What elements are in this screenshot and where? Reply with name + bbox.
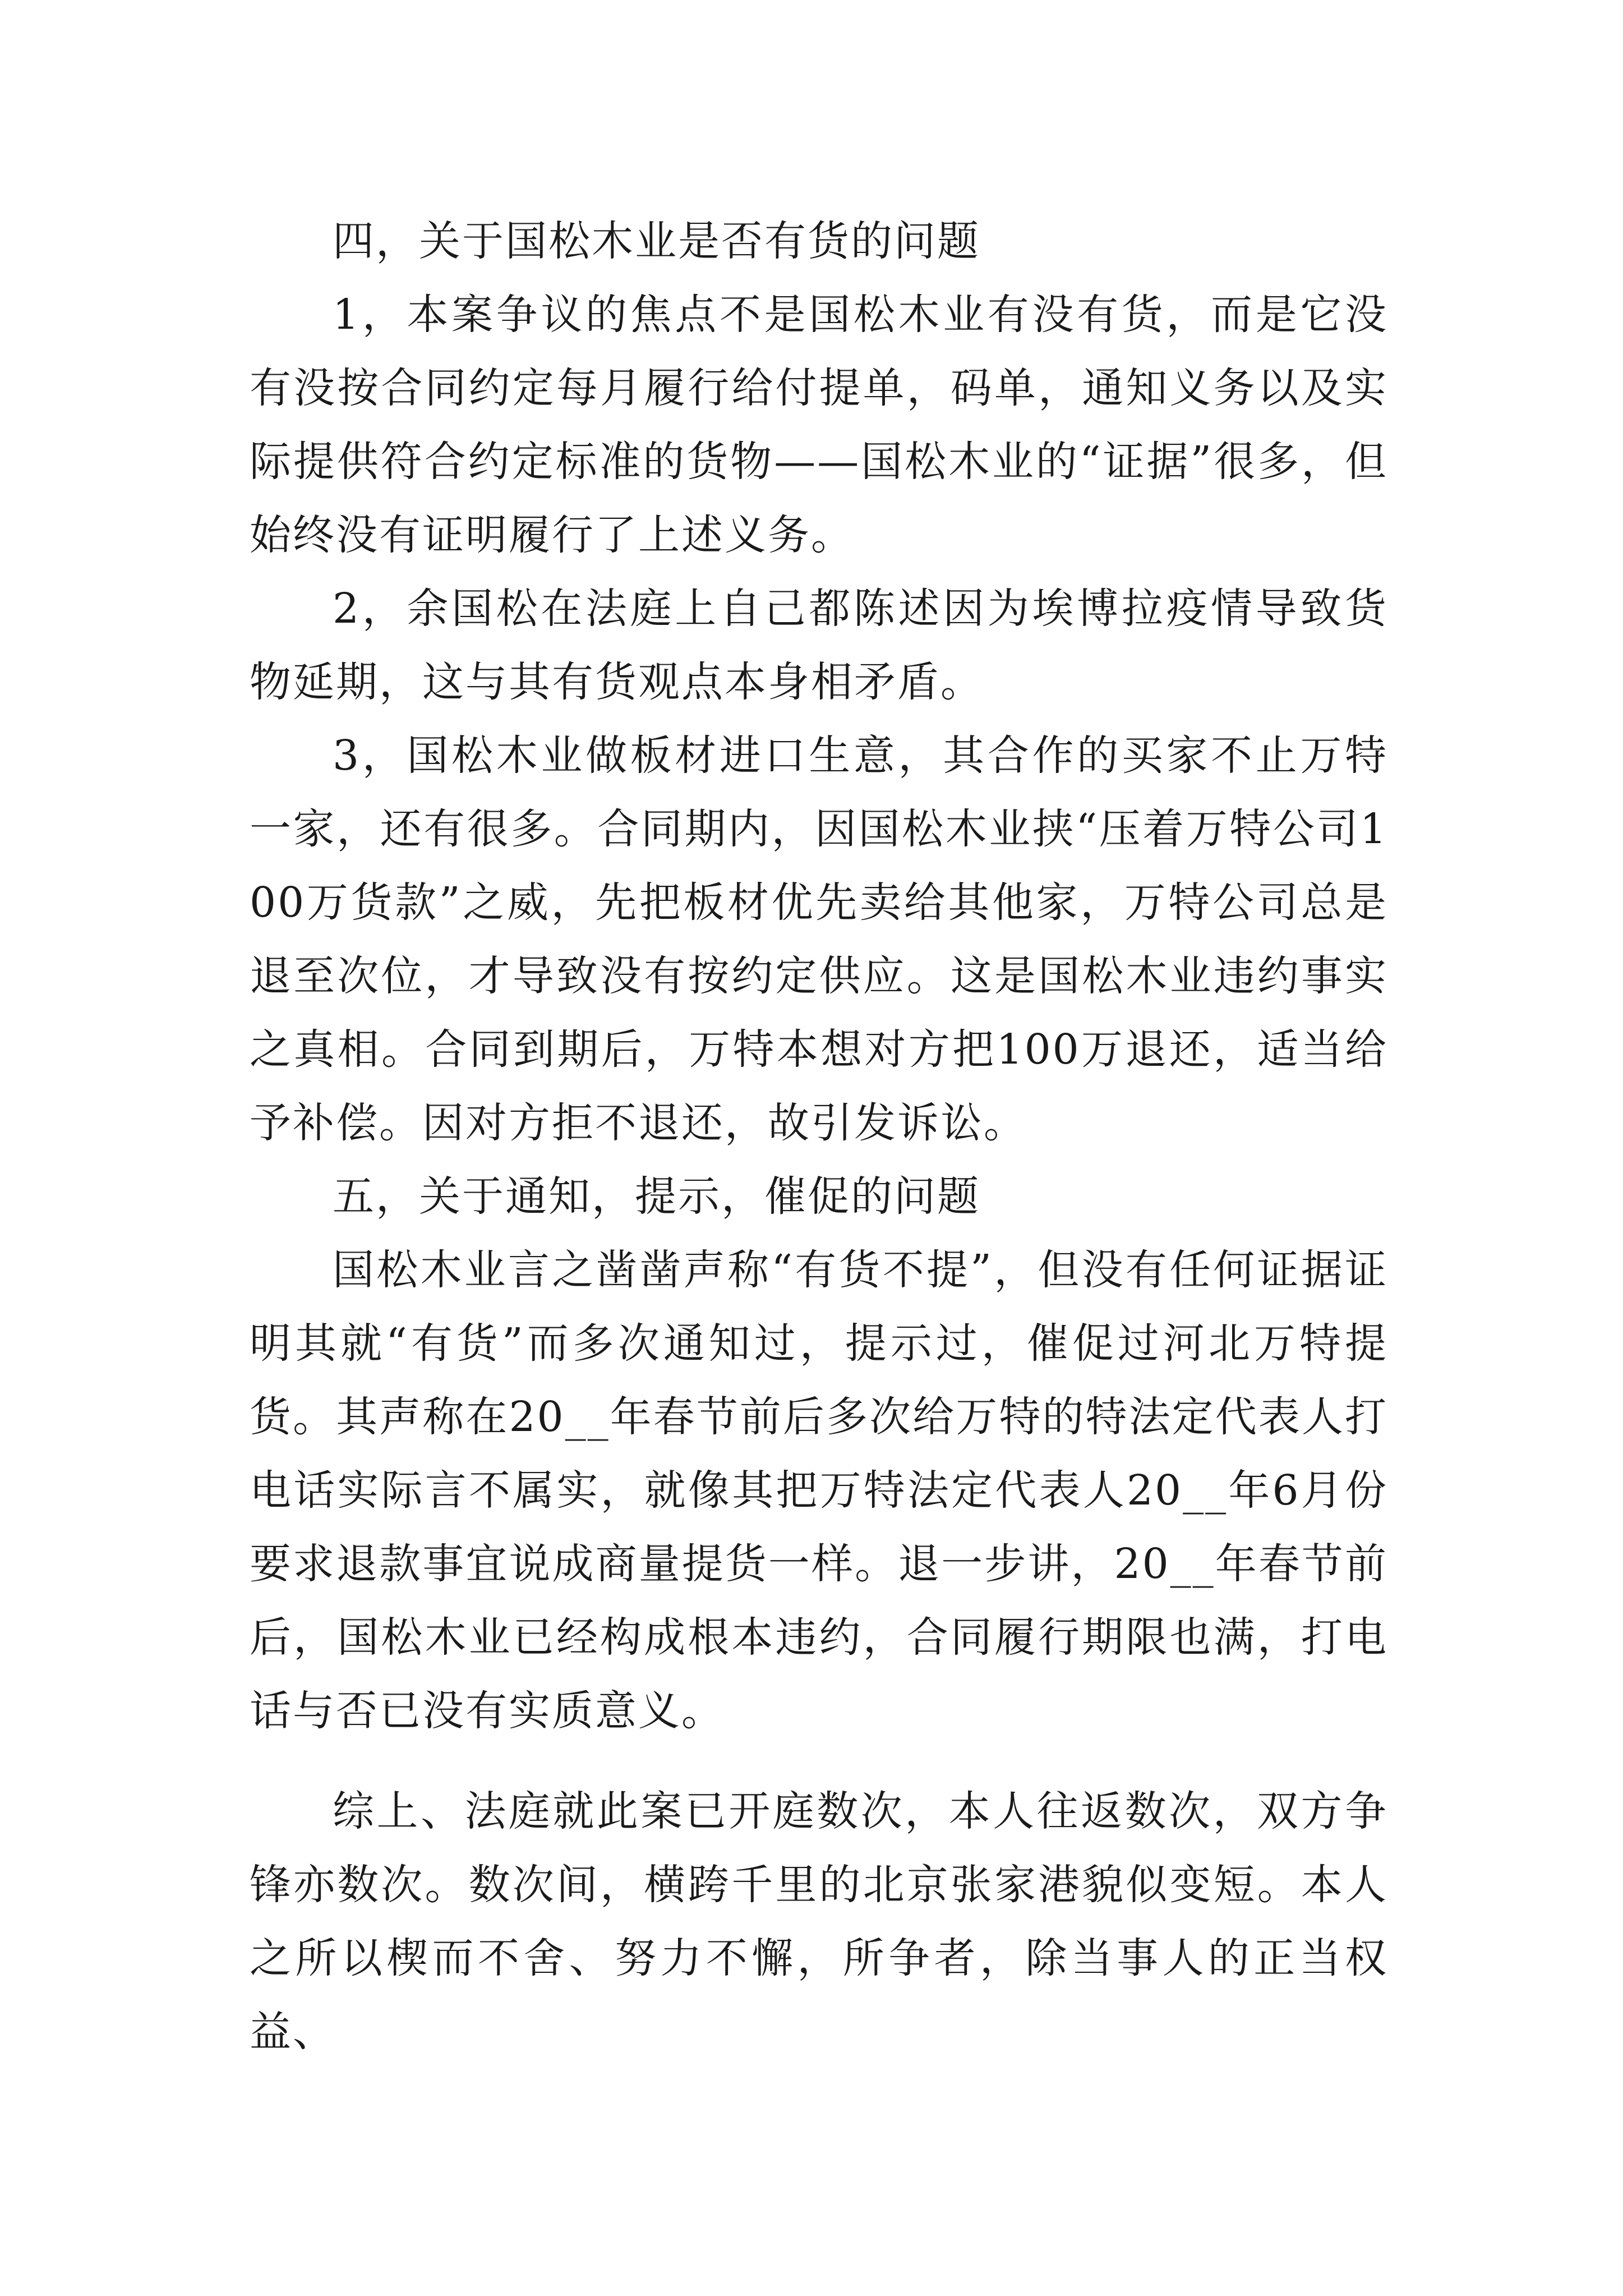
- paragraph-notification: 国松木业言之凿凿声称“有货不提”，但没有任何证据证明其就“有货”而多次通知过，提示过，催促过河北万特提货。其声称在20__年春节前后多次给万特的特法定代表人打电话实际言不属实，就像其把万特法定代表人20__年6月份要求退款事宜说成商量提货一样。退一步讲，20__年春节前后，国松木业已经构成根本违约，合同履行期限也满，打电话与否已没有实质意义。: [250, 1246, 1388, 1735]
- paragraph-conclusion: 综上、法庭就此案已开庭数次，本人往返数次，双方争锋亦数次。数次间，横跨千里的北京张家港貌似变短。本人之所以楔而不舍、努力不懈，所争者，除当事人的正当权益、: [250, 1787, 1388, 2056]
- section-heading-five: 五，关于通知，提示，催促的问题: [333, 1172, 980, 1221]
- document-body: [250, 205, 1388, 2069]
- paragraph-point-2: 2，余国松在法庭上自己都陈述因为埃博拉疫情导致货物延期，这与其有货观点本身相矛盾。: [250, 585, 1388, 706]
- section-heading-four: 四，关于国松木业是否有货的问题: [333, 217, 980, 265]
- paragraph-point-1: 1，本案争议的焦点不是国松木业有没有货，而是它没有没按合同约定每月履行给付提单，码单，通知义务以及实际提供符合约定标准的货物——国松木业的“证据”很多，但始终没有证明履行了上述义务。: [250, 291, 1388, 559]
- paragraph-point-3: 3，国松木业做板材进口生意，其合作的买家不止万特一家，还有很多。合同期内，因国松木业挟“压着万特公司100万货款”之威，先把板材优先卖给其他家，万特公司总是退至次位，才导致没有按约定供应。这是国松木业违约事实之真相。合同到期后，万特本想对方把100万退还，适当给予补偿。因对方拒不退还，故引发诉讼。: [250, 731, 1388, 1147]
